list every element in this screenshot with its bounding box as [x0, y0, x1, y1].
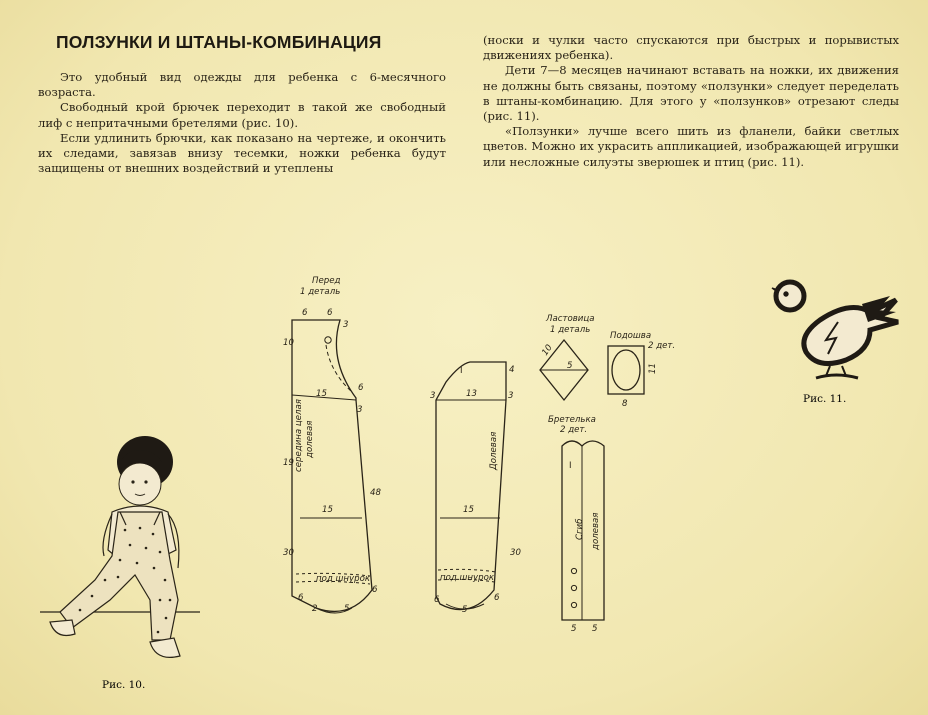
grain-label: долевая	[305, 420, 315, 458]
measure-label: 2	[312, 604, 318, 614]
front-pattern	[292, 320, 372, 613]
measure-label: 30	[283, 548, 294, 558]
child-illustration	[40, 436, 200, 657]
measure-label: 5	[571, 624, 577, 634]
measure-label: 6	[494, 593, 500, 603]
measure-label: 4	[509, 365, 515, 375]
measure-label: 6	[372, 585, 378, 595]
gusset-count: 1 деталь	[550, 325, 591, 335]
measure-label: 10	[283, 338, 294, 348]
measure-label: 5	[462, 605, 468, 615]
sole-count: 2 дет.	[648, 341, 676, 351]
front-count: 1 деталь	[300, 287, 341, 297]
figure-11-caption: Рис. 11.	[803, 393, 847, 405]
figure-10-caption: Рис. 10.	[102, 679, 146, 691]
measure-label: 5	[344, 604, 350, 614]
bird-applique	[772, 282, 898, 378]
measure-label: 3	[343, 320, 349, 330]
measure-label: 6	[434, 595, 440, 605]
measure-label: 48	[370, 488, 381, 498]
strap-title: Бретелька	[548, 415, 596, 425]
measure-label: 10	[540, 343, 555, 358]
roman-label: I	[460, 366, 463, 376]
measure-label: 15	[316, 389, 327, 399]
measure-label: 30	[510, 548, 521, 558]
roman-label: I	[569, 461, 572, 471]
paragraph: Это удобный вид одежды для ребенка с 6-месячного возраста.	[38, 70, 446, 100]
measure-label: 5	[592, 624, 598, 634]
grain-label: Долевая	[489, 431, 499, 470]
measure-label: 13	[466, 389, 477, 399]
paragraph: «Ползунки» лучше всего шить из фланели, байки светлых цветов. Можно их украсить аппликацией, изображающей игрушки или несложные силуэты зверюшек и птиц (рис. 11).	[483, 124, 899, 169]
measure-label: 6	[298, 593, 304, 603]
measure-label: 3	[357, 405, 363, 415]
measure-label: 15	[322, 505, 333, 515]
paragraph: Если удлинить брючки, как показано на чертеже, и окончить их следами, завязав внизу тесемки, ножки ребенка будут защищены от внешних воздействий и утеплены	[38, 130, 446, 176]
measure-label: 3	[508, 391, 514, 401]
page-title: ПОЛЗУНКИ И ШТАНЫ-КОМБИНАЦИЯ	[56, 32, 382, 52]
measure-label: 3	[430, 391, 436, 401]
paragraph: Свободный крой брючек переходит в такой же свободный лиф с непритачными бретелями (рис. 10).	[38, 100, 446, 130]
measure-label: 11	[648, 363, 658, 374]
gusset-title: Ластовица	[546, 314, 595, 324]
measure-label: 6	[327, 308, 333, 318]
paragraph: (носки и чулки часто спускаются при быстрых и порывистых движениях ребенка).	[483, 33, 899, 63]
measure-label: 8	[622, 399, 628, 409]
sole-title: Подошва	[610, 331, 652, 341]
sole-piece	[608, 346, 644, 394]
measure-label: 19	[283, 458, 294, 468]
front-title: Перед	[312, 276, 341, 286]
measure-label: 15	[463, 505, 474, 515]
fold-label: Сгиб	[575, 518, 585, 540]
measure-label: 5	[567, 361, 573, 371]
drawstring-label: под шнурок	[316, 574, 371, 584]
drawstring-label: под шнурок	[440, 573, 495, 583]
strap-count: 2 дет.	[560, 425, 588, 435]
measure-label: 6	[358, 383, 364, 393]
measure-label: 6	[302, 308, 308, 318]
paragraph: Дети 7—8 месяцев начинают вставать на ножки, их движения не должны быть связаны, поэтому «ползунки» следует переделать в штаны-комбинацию. Для этого у «ползунков» отрезают следы (рис. 11).	[483, 63, 899, 124]
grain-label: долевая	[591, 512, 601, 550]
center-line-label: середина целая	[294, 399, 304, 472]
